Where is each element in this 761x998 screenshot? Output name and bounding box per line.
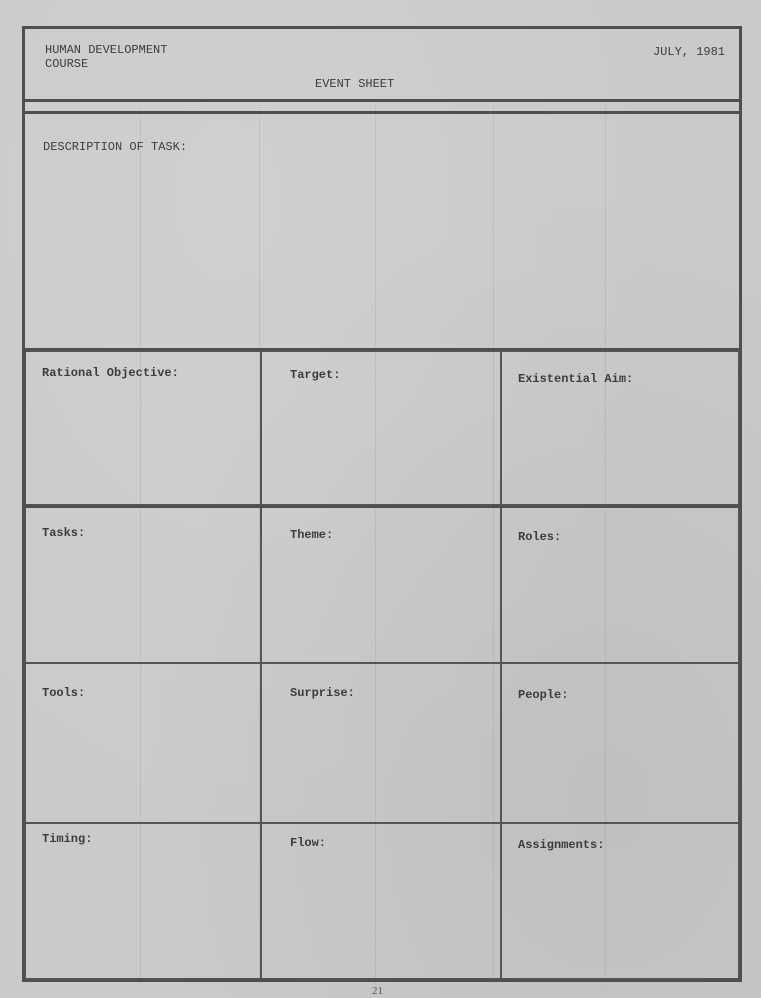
tasks-label: Tasks: xyxy=(42,526,86,540)
course-title-line1: HUMAN DEVELOPMENT xyxy=(45,43,168,57)
sheet-title: EVENT SHEET xyxy=(315,77,395,91)
form-date: JULY, 1981 xyxy=(652,45,725,59)
existential-aim-label: Existential Aim: xyxy=(518,372,634,386)
tools-cell xyxy=(25,663,261,823)
surprise-cell xyxy=(261,663,501,823)
description-section xyxy=(25,111,739,351)
timing-label: Timing: xyxy=(42,832,93,846)
form-header xyxy=(25,29,739,102)
target-cell xyxy=(261,351,501,505)
target-label: Target: xyxy=(290,368,341,382)
event-sheet-form xyxy=(22,26,742,982)
theme-cell xyxy=(261,505,501,663)
people-cell xyxy=(501,663,739,823)
roles-label: Roles: xyxy=(518,530,562,544)
roles-cell xyxy=(501,505,739,663)
flow-cell xyxy=(261,823,501,979)
assignments-cell xyxy=(501,823,739,979)
surprise-label: Surprise: xyxy=(290,686,355,700)
page-number: 21 xyxy=(372,985,383,997)
description-label: DESCRIPTION OF TASK: xyxy=(43,140,188,154)
existential-aim-cell xyxy=(501,351,739,505)
flow-label: Flow: xyxy=(290,836,327,850)
course-title-line2: COURSE xyxy=(45,57,89,71)
row-divider xyxy=(25,505,739,508)
timing-cell xyxy=(25,823,261,979)
tasks-cell xyxy=(25,505,261,663)
theme-label: Theme: xyxy=(290,528,334,542)
people-label: People: xyxy=(518,688,569,702)
assignments-label: Assignments: xyxy=(518,838,605,852)
tools-label: Tools: xyxy=(42,686,86,700)
rational-objective-label: Rational Objective: xyxy=(42,366,179,380)
rational-objective-cell xyxy=(25,351,261,505)
event-grid xyxy=(25,351,739,979)
